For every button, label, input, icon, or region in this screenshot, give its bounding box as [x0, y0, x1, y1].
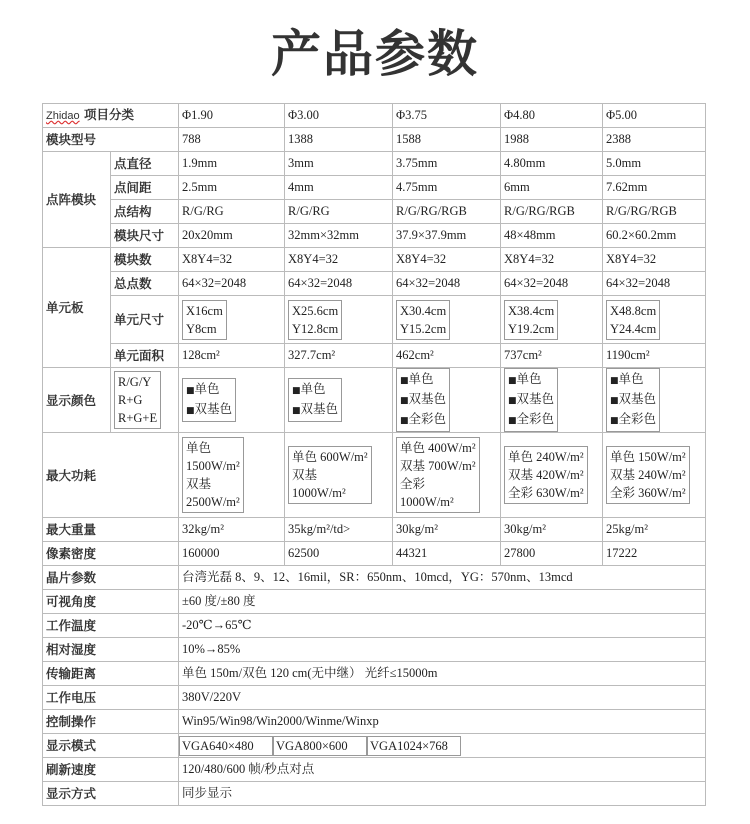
value-cell: 30kg/m² — [393, 518, 501, 542]
module-model-row — [43, 128, 706, 152]
cell-text: 单色 150W/m² — [610, 450, 686, 464]
row-label: 显示模式 — [43, 734, 179, 758]
value-cell — [501, 296, 603, 344]
cell-text: 1000W/m² — [400, 495, 454, 509]
value-cell: 1.9mm — [179, 152, 285, 176]
value-cell — [179, 734, 706, 758]
row-label: 单元面积 — [111, 344, 179, 368]
value-cell: 1988 — [501, 128, 603, 152]
value-cell — [179, 433, 285, 518]
header-row — [43, 104, 706, 128]
product-spec-table — [42, 103, 706, 806]
cell-text: Y24.4cm — [610, 321, 657, 336]
model-header: Φ3.00 — [285, 104, 393, 128]
color-box — [288, 378, 342, 422]
value-cell: R/G/RG — [179, 200, 285, 224]
row-label: 显示颜色 — [43, 368, 111, 433]
value-cell: 2388 — [603, 128, 706, 152]
row-label: 刷新速度 — [43, 758, 179, 782]
value-cell: -20℃→65℃ — [179, 614, 706, 638]
color-option: ■ 单色 — [292, 380, 338, 400]
value-cell: ±60 度/±80 度 — [179, 590, 706, 614]
value-cell — [285, 433, 393, 518]
value-cell: 3mm — [285, 152, 393, 176]
power-box — [182, 437, 244, 513]
cell-text: X38.4cm — [508, 303, 555, 318]
value-cell — [179, 296, 285, 344]
value-cell: 32kg/m² — [179, 518, 285, 542]
value-cell: 4.80mm — [501, 152, 603, 176]
color-option: ■ 全彩色 — [508, 410, 554, 430]
row-label: 最大重量 — [43, 518, 179, 542]
cell-text: 全彩 — [400, 477, 426, 491]
size-box — [504, 300, 558, 340]
size-box — [182, 300, 227, 340]
value-cell: 7.62mm — [603, 176, 706, 200]
value-cell — [603, 296, 706, 344]
row-label: 点直径 — [111, 152, 179, 176]
cell-text: Y8cm — [186, 321, 217, 336]
value-cell: 462cm² — [393, 344, 501, 368]
dot-matrix-row — [43, 200, 706, 224]
value-cell: 4mm — [285, 176, 393, 200]
max-power-row — [43, 433, 706, 518]
common-row — [43, 782, 706, 806]
display-mode-option: VGA1024×768 — [367, 736, 461, 756]
value-cell: X8Y4=32 — [179, 248, 285, 272]
value-cell: X8Y4=32 — [501, 248, 603, 272]
color-option: ■ 双基色 — [400, 390, 446, 410]
row-label: 可视角度 — [43, 590, 179, 614]
value-cell: 27800 — [501, 542, 603, 566]
row-label: 点结构 — [111, 200, 179, 224]
value-cell: 1588 — [393, 128, 501, 152]
model-header: Φ1.90 — [179, 104, 285, 128]
common-row — [43, 758, 706, 782]
dot-matrix-row — [43, 224, 706, 248]
value-cell: 788 — [179, 128, 285, 152]
color-option: ■ 单色 — [186, 380, 232, 400]
color-option: ■ 单色 — [610, 370, 656, 390]
row-label: 控制操作 — [43, 710, 179, 734]
cell-text: X48.8cm — [610, 303, 657, 318]
value-cell: 4.75mm — [393, 176, 501, 200]
cell-text: Y12.8cm — [292, 321, 339, 336]
cell-text: 双基 420W/m² — [508, 468, 584, 482]
power-box — [396, 437, 480, 513]
value-cell: 同步显示 — [179, 782, 706, 806]
color-box — [606, 368, 660, 432]
model-header: Φ4.80 — [501, 104, 603, 128]
power-box — [606, 446, 690, 504]
value-cell — [393, 433, 501, 518]
cell-text: R/G/Y — [118, 375, 152, 389]
value-cell — [603, 433, 706, 518]
pixel-density-row — [43, 542, 706, 566]
value-cell: 737cm² — [501, 344, 603, 368]
types-box — [114, 371, 161, 429]
row-label: 最大功耗 — [43, 433, 179, 518]
value-cell: R/G/RG — [285, 200, 393, 224]
display-mode-option: VGA640×480 — [179, 736, 273, 756]
color-option: ■ 双基色 — [292, 400, 338, 420]
brand-text: Zhidao — [46, 110, 80, 122]
display-mode-row — [43, 734, 706, 758]
row-label: 模块数 — [111, 248, 179, 272]
color-option: ■ 双基色 — [610, 390, 656, 410]
dot-matrix-row — [43, 152, 706, 176]
row-label: 点间距 — [111, 176, 179, 200]
color-option: ■ 全彩色 — [400, 410, 446, 430]
row-label: 总点数 — [111, 272, 179, 296]
value-cell: 64×32=2048 — [501, 272, 603, 296]
unit-board-row — [43, 296, 706, 344]
unit-board-row — [43, 344, 706, 368]
cell-text: Y19.2cm — [508, 321, 555, 336]
size-box — [288, 300, 342, 340]
value-cell: 6mm — [501, 176, 603, 200]
value-cell: Win95/Win98/Win2000/Winme/Winxp — [179, 710, 706, 734]
color-option: ■ 单色 — [508, 370, 554, 390]
value-cell: 64×32=2048 — [603, 272, 706, 296]
color-box — [396, 368, 450, 432]
page-title: 产品参数 — [271, 25, 479, 83]
row-label: 像素密度 — [43, 542, 179, 566]
value-cell: 120/480/600 帧/秒点对点 — [179, 758, 706, 782]
row-label: 工作温度 — [43, 614, 179, 638]
color-box — [504, 368, 558, 432]
value-cell: X8Y4=32 — [393, 248, 501, 272]
cell-text: 单色 600W/m² — [292, 450, 368, 464]
model-header: Φ3.75 — [393, 104, 501, 128]
value-cell — [179, 368, 285, 433]
value-cell: 128cm² — [179, 344, 285, 368]
cell-text: 2500W/m² — [186, 495, 240, 509]
cell-text: 双基 — [186, 477, 212, 491]
row-label: 晶片参数 — [43, 566, 179, 590]
value-cell: 37.9×37.9mm — [393, 224, 501, 248]
header-label-cell — [43, 104, 179, 128]
cell-text: X25.6cm — [292, 303, 339, 318]
row-label: 模块型号 — [43, 128, 179, 152]
cell-text: 1500W/m² — [186, 459, 240, 473]
value-cell: 3.75mm — [393, 152, 501, 176]
model-header: Φ5.00 — [603, 104, 706, 128]
row-label: 单元尺寸 — [111, 296, 179, 344]
max-weight-row — [43, 518, 706, 542]
value-cell — [501, 433, 603, 518]
value-cell: 1190cm² — [603, 344, 706, 368]
value-cell: 17222 — [603, 542, 706, 566]
display-color-row — [43, 368, 706, 433]
value-cell — [285, 368, 393, 433]
value-cell — [393, 296, 501, 344]
value-cell — [285, 296, 393, 344]
cell-text: 全彩 630W/m² — [508, 486, 584, 500]
value-cell: 44321 — [393, 542, 501, 566]
value-cell: R/G/RG/RGB — [393, 200, 501, 224]
power-box — [504, 446, 588, 504]
color-types-cell — [111, 368, 179, 433]
value-cell: 64×32=2048 — [179, 272, 285, 296]
value-cell: 10%→85% — [179, 638, 706, 662]
group-label: 单元板 — [43, 248, 111, 368]
cell-text: R+G — [118, 393, 143, 407]
cell-text: X30.4cm — [400, 303, 447, 318]
common-row — [43, 590, 706, 614]
value-cell: 20x20mm — [179, 224, 285, 248]
value-cell — [603, 368, 706, 433]
color-box — [182, 378, 236, 422]
common-row — [43, 638, 706, 662]
value-cell — [501, 368, 603, 433]
cell-text: 单色 240W/m² — [508, 450, 584, 464]
cell-text: 双基 240W/m² — [610, 468, 686, 482]
value-cell: 48×48mm — [501, 224, 603, 248]
cell-text: X16cm — [186, 303, 223, 318]
group-label: 点阵模块 — [43, 152, 111, 248]
common-row — [43, 566, 706, 590]
cell-text: R+G+E — [118, 411, 158, 425]
common-row — [43, 614, 706, 638]
size-box — [396, 300, 450, 340]
value-cell: X8Y4=32 — [285, 248, 393, 272]
display-mode-option: VGA800×600 — [273, 736, 367, 756]
row-label: 工作电压 — [43, 686, 179, 710]
size-box — [606, 300, 660, 340]
power-box — [288, 446, 372, 504]
color-option: ■ 双基色 — [186, 400, 232, 420]
value-cell: 160000 — [179, 542, 285, 566]
cell-text: 双基 — [292, 468, 318, 482]
value-cell: 62500 — [285, 542, 393, 566]
common-row — [43, 662, 706, 686]
row-label: 传输距离 — [43, 662, 179, 686]
value-cell: 60.2×60.2mm — [603, 224, 706, 248]
dot-matrix-row — [43, 176, 706, 200]
value-cell: R/G/RG/RGB — [603, 200, 706, 224]
value-cell: 30kg/m² — [501, 518, 603, 542]
value-cell: 25kg/m² — [603, 518, 706, 542]
row-label: 模块尺寸 — [111, 224, 179, 248]
value-cell: 64×32=2048 — [393, 272, 501, 296]
cell-text: 双基 700W/m² — [400, 459, 476, 473]
value-cell: 5.0mm — [603, 152, 706, 176]
value-cell: 380V/220V — [179, 686, 706, 710]
cell-text: 1000W/m² — [292, 486, 346, 500]
unit-board-row — [43, 248, 706, 272]
common-row — [43, 710, 706, 734]
cell-text: Y15.2cm — [400, 321, 447, 336]
value-cell: 单色 150m/双色 120 cm(无中继） 光纤≤15000m — [179, 662, 706, 686]
value-cell: 台湾光磊 8、9、12、16mil，SR：650nm、10mcd，YG：570nm、13mcd — [179, 566, 706, 590]
value-cell: 327.7cm² — [285, 344, 393, 368]
value-cell: 1388 — [285, 128, 393, 152]
value-cell: 35kg/m²/td> — [285, 518, 393, 542]
color-option: ■ 单色 — [400, 370, 446, 390]
row-label: 显示方式 — [43, 782, 179, 806]
unit-board-row — [43, 272, 706, 296]
value-cell: R/G/RG/RGB — [501, 200, 603, 224]
header-label: 项目分类 — [84, 107, 135, 122]
value-cell: 32mm×32mm — [285, 224, 393, 248]
cell-text: 单色 400W/m² — [400, 441, 476, 455]
value-cell: X8Y4=32 — [603, 248, 706, 272]
common-row — [43, 686, 706, 710]
row-label: 相对湿度 — [43, 638, 179, 662]
cell-text: 全彩 360W/m² — [610, 486, 686, 500]
cell-text: 单色 — [186, 441, 212, 455]
color-option: ■ 全彩色 — [610, 410, 656, 430]
color-option: ■ 双基色 — [508, 390, 554, 410]
value-cell: 2.5mm — [179, 176, 285, 200]
value-cell: 64×32=2048 — [285, 272, 393, 296]
value-cell — [393, 368, 501, 433]
